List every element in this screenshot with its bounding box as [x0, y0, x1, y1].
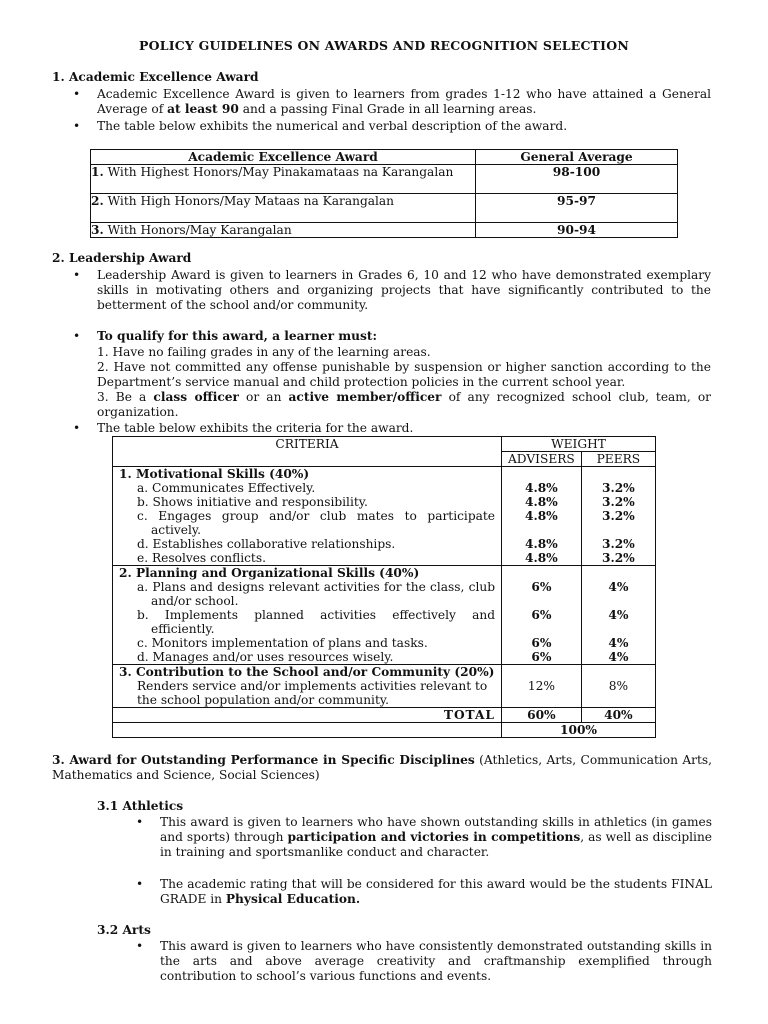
table-header: General Average	[476, 150, 678, 165]
page-title: POLICY GUIDELINES ON AWARDS AND RECOGNITION SELECTION	[139, 38, 629, 53]
athletics-bullet-1: • This award is given to learners who have shown outstanding skills in athletics (in games and sports) through participation and victories in competitions, as well as discipline in training and sportsmanlike conduct and character.	[136, 815, 712, 859]
arts-bullet-1: • This award is given to learners who have consistently demonstrated outstanding skills in the arts and above average creativity and craftmanship exemplified through contribution to school’s various functions and events.	[136, 939, 712, 983]
table-row: 2. Planning and Organizational Skills (40%) a. Plans and designs relevant activities for the class, club and/or school. b. Implements planned activities effectively and efficiently. c. Monitors implementation of plans and tasks. d. Manages and/or uses resources wisely. 6% 6% 6% 6% 4% 4% 4% 4%	[113, 566, 656, 665]
table-header: WEIGHT	[502, 437, 656, 452]
table-row: 2. With High Honors/May Mataas na Karangalan 95-97	[91, 194, 678, 223]
s1-bullet-1: • Academic Excellence Award is given to learners from grades 1-12 who have attained a General Average of at least 90 and a passing Final Grade in all learning areas.	[73, 87, 711, 116]
table-row: 3. With Honors/May Karangalan 90-94	[91, 223, 678, 238]
bullet-icon: •	[73, 119, 81, 133]
table-header: ADVISERS	[502, 452, 582, 467]
table-row: 100%	[113, 723, 656, 738]
section-1-heading: 1. Academic Excellence Award	[52, 70, 259, 84]
section-3-heading: 3. Award for Outstanding Performance in Specific Disciplines (Athletics, Arts, Communication Arts, Mathematics and Science, Social Sciences)	[52, 753, 712, 782]
qualify-item-2: 2. Have not committed any offense punishable by suspension or higher sanction according to the Department’s service manual and child protection policies in the current school year.	[97, 360, 711, 389]
s2-bullet-table: • The table below exhibits the criteria for the award.	[73, 421, 414, 435]
qualify-item-1: 1. Have no failing grades in any of the learning areas.	[97, 345, 431, 359]
table-row: TOTAL 60% 40%	[113, 708, 656, 723]
bullet-icon: •	[136, 877, 144, 891]
table-header: CRITERIA	[113, 437, 502, 467]
s2-bullet-1: • Leadership Award is given to learners in Grades 6, 10 and 12 who have demonstrated exemplary skills in motivating others and organizing projects that have significantly contributed to the betterment of the school and/or community.	[73, 268, 711, 312]
bullet-icon: •	[73, 87, 81, 101]
bullet-icon: •	[136, 939, 144, 953]
bullet-icon: •	[73, 421, 81, 435]
table-row: 3. Contribution to the School and/or Community (20%) Renders service and/or implements activities relevant to the school population and/or community. 12% 8%	[113, 665, 656, 708]
section-2-heading: 2. Leadership Award	[52, 251, 192, 265]
bullet-icon: •	[73, 268, 81, 282]
athletics-bullet-2: • The academic rating that will be considered for this award would be the students FINAL GRADE in Physical Education.	[136, 877, 712, 906]
table-row: 1. Motivational Skills (40%) a. Communicates Effectively. b. Shows initiative and responsibility. c. Engages group and/or club mates to participate actively. d. Establishes collaborative relationships. e. Resolves conflicts. 4.8% 4.8% 4.8% 4.8% 4.8% 3.2% 3.2% 3.2% 3.2% 3.2%	[113, 467, 656, 566]
table-header: PEERS	[581, 452, 655, 467]
table-header: Academic Excellence Award	[91, 150, 476, 165]
subsection-athletics: 3.1 Athletics	[97, 799, 184, 813]
bullet-icon: •	[136, 815, 144, 829]
qualify-item-3: 3. Be a class officer or an active member/officer of any recognized school club, team, or organization.	[97, 390, 712, 419]
s1-bullet-2: • The table below exhibits the numerical and verbal description of the award.	[73, 119, 568, 133]
subsection-arts: 3.2 Arts	[97, 923, 151, 937]
table-row: 1. With Highest Honors/May Pinakamataas na Karangalan 98-100	[91, 165, 678, 194]
leadership-criteria-table	[112, 436, 656, 738]
academic-award-table	[90, 149, 678, 238]
bullet-icon: •	[73, 329, 81, 343]
s2-qualify: • To qualify for this award, a learner must:	[73, 329, 377, 343]
